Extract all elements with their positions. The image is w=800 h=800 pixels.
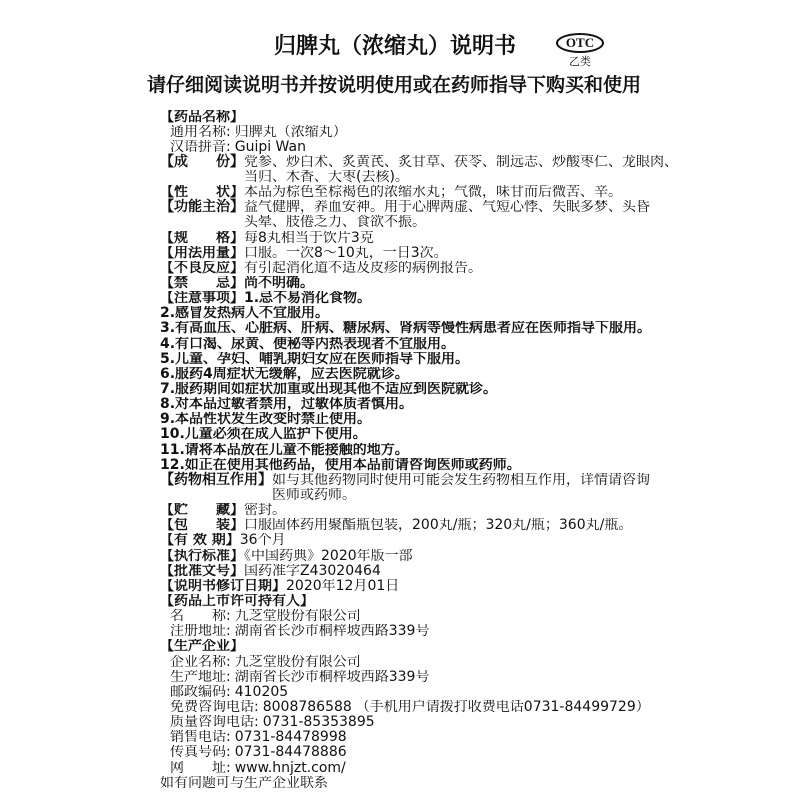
fax-value: 0731-84478886 (234, 745, 347, 761)
postal-code-value: 410205 (234, 684, 289, 700)
description-value: 本品为棕色至棕褐色的浓缩水丸；气微，味甘而后微苦、辛。 (244, 185, 622, 201)
shelf-life-row (0, 533, 800, 548)
precaution-item: 4.有口渴、尿黄、便秘等内热表现者不宜服用。 (160, 336, 456, 352)
adverse-reactions-label: 【不良反应】 (160, 260, 244, 276)
pinyin-label: 汉语拼音: (170, 139, 231, 155)
standard-label: 【执行标准】 (160, 548, 244, 564)
ingredients-line: 党参、炒白术、炙黄芪、炙甘草、茯苓、制远志、炒酸枣仁、龙眼肉、 (244, 154, 678, 170)
indications-value (244, 200, 650, 230)
fax-row (0, 745, 800, 760)
approval-number-value: 国药准字Z43020464 (244, 563, 381, 579)
indications-label: 【功能主治】 (160, 199, 244, 216)
interactions-value (272, 473, 650, 503)
postal-code-label: 邮政编码: (170, 684, 231, 700)
ingredients-value (244, 155, 678, 185)
indications-line: 益气健脾，养血安神。用于心脾两虚、气短心悸、失眠多梦、头昏 (244, 200, 650, 216)
pinyin-value: Guipi Wan (234, 139, 306, 155)
generic-name-row (0, 125, 800, 140)
precaution-item: 10.儿童必须在成人监护下使用。 (160, 427, 367, 443)
precaution-item: 5.儿童、孕妇、哺乳期妇女应在医师指导下服用。 (160, 351, 470, 367)
interactions-line: 如与其他药物同时使用可能会发生药物相互作用，详情请咨询 (272, 472, 650, 488)
approval-number-label: 【批准文号】 (160, 563, 244, 579)
holder-name-label: 名 称: (170, 609, 231, 625)
ingredients-label: 【成 份】 (160, 153, 244, 170)
license-holder-label: 【药品上市许可持有人】 (160, 594, 314, 609)
interactions-label: 【药物相互作用】 (160, 471, 272, 488)
registered-address-label: 注册地址: (170, 624, 231, 640)
insert-body (0, 110, 800, 791)
precaution-item: 3.有高血压、心脏病、肝病、糖尿病、肾病等慢性病患者应在医师指导下服用。 (160, 321, 652, 337)
drug-name-label: 【药品名称】 (160, 109, 244, 125)
generic-name-label: 通用名称: (170, 124, 231, 140)
registered-address-row (0, 624, 800, 639)
quality-hotline-label: 质量咨询电话: (170, 715, 259, 731)
packaging-label: 【包 装】 (160, 518, 244, 534)
sales-phone-value: 0731-84478998 (234, 730, 347, 746)
company-name-row (0, 655, 800, 670)
specification-label: 【规 格】 (160, 230, 244, 246)
free-hotline-row (0, 700, 800, 715)
precaution-item: 11.请将本品放在儿童不能接触的地方。 (160, 442, 409, 458)
precaution-item: 8.对本品过敏者禁用，过敏体质者慎用。 (160, 397, 414, 413)
storage-value: 密封。 (244, 503, 286, 519)
standard-row (0, 549, 800, 564)
precaution-item: 9.本品性状发生改变时禁止使用。 (160, 412, 372, 428)
precaution-item: 12.如正在使用其他药品，使用本品前请咨询医师或药师。 (160, 457, 521, 473)
approval-number-row (0, 564, 800, 579)
free-hotline-value: 8008786588 (262, 699, 352, 715)
manufacturer-label: 【生产企业】 (160, 639, 244, 655)
company-name-label: 企业名称: (170, 654, 231, 670)
revision-date-value: 2020年12月01日 (286, 578, 400, 594)
adverse-reactions-value: 有引起消化道不适及皮疹的病例报告。 (244, 260, 482, 276)
interactions-line: 医师或药师。 (272, 488, 356, 504)
pinyin-row (0, 140, 800, 155)
precaution-item: 1.忌不易消化食物。 (244, 291, 372, 307)
shelf-life-value: 36个月 (239, 533, 286, 549)
drug-name-heading (0, 110, 800, 125)
shelf-life-label: 【有 效 期】 (160, 533, 240, 549)
contraindications-value: 尚不明确。 (244, 276, 314, 292)
website-label: 网 址: (170, 760, 231, 776)
production-address-value: 湖南省长沙市桐梓坡西路339号 (234, 669, 430, 685)
specification-value: 每8丸相当于饮片3克 (244, 230, 374, 246)
storage-label: 【贮 藏】 (160, 503, 244, 519)
production-address-row (0, 670, 800, 685)
sales-phone-row (0, 730, 800, 745)
precautions-label: 【注意事项】 (160, 291, 244, 307)
sales-phone-label: 销售电话: (170, 730, 231, 746)
ingredients-row (0, 155, 800, 185)
generic-name-value: 归脾丸（浓缩丸） (234, 124, 347, 140)
specification-row (0, 231, 800, 246)
adverse-reactions-row (0, 261, 800, 276)
packaging-row (0, 518, 800, 533)
description-label: 【性 状】 (160, 185, 244, 201)
website-row (0, 761, 800, 776)
revision-date-row (0, 579, 800, 594)
storage-row (0, 503, 800, 518)
free-hotline-note: （手机用户请拨打收费电话0731-84499729） (355, 699, 650, 715)
holder-name-value: 九芝堂股份有限公司 (234, 609, 361, 625)
standard-value: 《中国药典》2020年版一部 (244, 548, 413, 564)
otc-category: 乙类 (569, 55, 591, 68)
website-value: www.hnjzt.com/ (234, 760, 346, 776)
dosage-label: 【用法用量】 (160, 245, 244, 261)
indications-row (0, 200, 800, 230)
license-holder-heading (0, 594, 800, 609)
contraindications-row (0, 276, 800, 291)
contraindications-label: 【禁 忌】 (160, 276, 244, 292)
revision-date-label: 【说明书修订日期】 (160, 578, 286, 594)
company-name-value: 九芝堂股份有限公司 (234, 654, 361, 670)
fax-label: 传真号码: (170, 745, 231, 761)
manufacturer-heading (0, 639, 800, 654)
precaution-item: 6.服药4周症状无缓解，应去医院就诊。 (160, 366, 409, 382)
description-row (0, 185, 800, 200)
indications-line: 头晕、肢倦乏力、食欲不振。 (244, 215, 426, 231)
contact-note: 如有问题可与生产企业联系 (160, 775, 328, 791)
dosage-value: 口服。一次8～10丸，一日3次。 (244, 245, 448, 261)
postal-code-row (0, 685, 800, 700)
otc-badge: OTC (556, 33, 604, 53)
production-address-label: 生产地址: (170, 669, 231, 685)
interactions-row (0, 473, 800, 503)
precaution-item: 2.感冒发热病人不宜服用。 (160, 306, 330, 322)
document-title: 归脾丸（浓缩丸）说明书 (273, 34, 516, 59)
quality-hotline-row (0, 715, 800, 730)
precautions-row (0, 291, 800, 306)
precaution-item: 7.服药期间如症状加重或出现其他不适应到医院就诊。 (160, 382, 498, 398)
registered-address-value: 湖南省长沙市桐梓坡西路339号 (234, 624, 430, 640)
dosage-row (0, 246, 800, 261)
packaging-value: 口服固体药用聚酯瓶包装，200丸/瓶；320丸/瓶；360丸/瓶。 (244, 518, 633, 534)
ingredients-line: 当归、木香、大枣(去核)。 (244, 170, 409, 186)
holder-name-row (0, 609, 800, 624)
quality-hotline-value: 0731-85353895 (262, 715, 375, 731)
free-hotline-label: 免费咨询电话: (170, 699, 259, 715)
reading-notice: 请仔细阅读说明书并按说明使用或在药师指导下购买和使用 (146, 74, 641, 96)
